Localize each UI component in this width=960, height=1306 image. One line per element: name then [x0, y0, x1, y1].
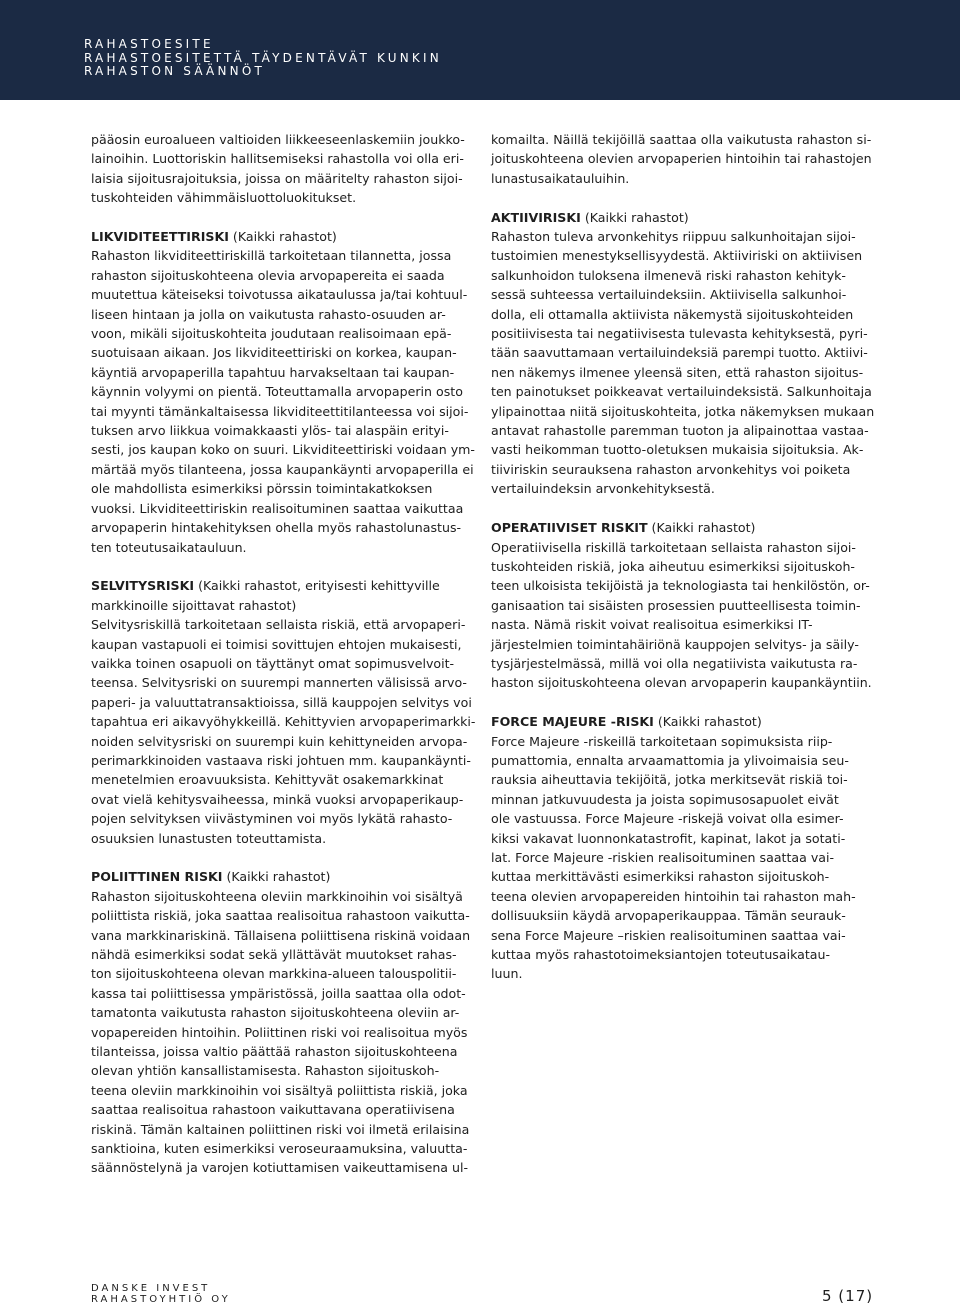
section-operational-body: Operatiivisella riskillä tarkoitetaan sellaista rahaston sijoi- tuskohteiden riskiä, joka aiheutuu esimerkiksi sijoituskoh- teen ulkoisista tekijöistä ja teknologiasta tai henkilöstön, or- ganisaation tai sisäisten prosessien puutteellisesta toimin- nasta. Nämä riskit voivat realisoitua esimerkiksi IT- järjestelmien toimintahäiriönä kauppojen selvitys- ja säily- tysjärjestelmässä, millä voi olla negatiivista vaikutusta ra- haston sijoituskohteena olevan arvopaperin kaupankäyntiin.: [491, 539, 872, 691]
section-operational-scope: (Kaikki rahastot): [647, 520, 756, 536]
section-force-majeure-title: FORCE MAJEURE -RISKI: [491, 714, 654, 730]
section-operational-heading: [491, 518, 871, 537]
section-liquidity-heading: [91, 227, 471, 246]
footer-brand: [91, 1283, 231, 1305]
section-force-majeure-scope: (Kaikki rahastot): [653, 714, 762, 730]
section-liquidity-scope: (Kaikki rahastot): [228, 229, 337, 245]
right-column: [491, 130, 875, 984]
section-force-majeure-body: Force Majeure -riskeillä tarkoitetaan sopimuksista riip- pumattomia, ennalta arvaamattomia ja ylivoimaisia seu- rauksia aiheuttavia tekijöitä, jotka merkitsevät riskiä toi- minnan jatkuvuudesta ja joista sopimusosapuolet eivät ole vastuussa. Force Majeure -riskejä voivat olla esimer- kiksi vakavat luonnonkatastrofit, kapinat, lakot ja sotati- lat. Force Majeure -riskien realisoituminen saattaa vai- kuttaa merkittävästi esimerkiksi rahaston sijoituskoh- teena olevien arvopapereiden hintoihin tai rahaston mah- dollisuuksiin käydä arvopaperikauppaa. Tämän seurauk- sena Force Majeure –riskien realisoituminen saattaa vai- kuttaa myös rahastotoimeksiantojen toteutusaikatau- luun.: [491, 733, 856, 982]
left-column: [91, 130, 476, 1178]
document-header: [0, 0, 960, 100]
section-active-risk-heading: [491, 208, 871, 227]
intro-paragraph-left: pääosin euroalueen valtioiden liikkeeseenlaskemiin joukko- lainoihin. Luottoriskin hallitsemiseksi rahastolla voi olla eri- laisia sijoitusrajoituksia, joissa on määritelty rahaston sijoi- tuskohteiden vähimmäisluottoluokitukset.: [91, 132, 465, 206]
section-settlement-scope: (Kaikki rahastot, erityisesti kehittyville markkinoille sijoittavat rahastot): [91, 578, 440, 613]
footer-brand-line-1: DANSKE INVEST: [91, 1283, 211, 1294]
section-political-scope: (Kaikki rahastot): [222, 869, 331, 885]
footer-brand-line-2: RAHASTOYHTIÖ OY: [91, 1294, 231, 1305]
section-operational-title: OPERATIIVISET RISKIT: [491, 520, 648, 536]
header-line-1: RAHASTOESITE: [84, 37, 214, 51]
section-settlement-body: Selvitysriskillä tarkoitetaan sellaista riskiä, että arvopaperi- kaupan vastapuoli ei toimisi sovittujen ehtojen mukaisesti, vaikka toinen osapuoli on täyttänyt omat sopimusvelvoit- teensa. Selvitysriski on suurempi mannerten välisissä arvo- paperi- ja valuuttatransaktioissa, sillä kauppojen selvitys voi tapahtua eri aikavyöhykkeillä. Kehittyvien arvopaperimarkki- noiden selvitysriski on suurempi kuin kehittyneiden arvopa- perimarkkinoiden vastaava riski johtuen mm. kaupankäynti- menetelmien eroavuuksista. Kehittyvät osakemarkkinat ovat vielä kehitysvaiheessa, minkä vuoksi arvopaperikaup- pojen selvityksen viivästyminen voi myös lykätä rahasto- osuuksien lunastusten toteuttamista.: [91, 617, 476, 846]
section-liquidity-body: Rahaston likviditeettiriskillä tarkoitetaan tilannetta, jossa rahaston sijoituskohteena olevia arvopapereita ei saada muutettua käteiseksi toivotussa aikataulussa ja/tai kohtuul- liseen hintaan ja jolla on vaikutusta rahasto-osuuden ar- voon, mikäli sijoituskohteita joudutaan realisoimaan epä- suotuisaan aikaan. Jos likviditeettiriski on korkea, kaupan- käyntiä arvopaperilla tapahtuu harvakseltaan tai kaupan- käynnin volyymi on pientä. Toteuttamalla arvopaperin osto tai myynti tämänkaltaisessa likviditeettitilanteessa voi sijoi- tuksen arvo liikkua voimakkaasti ylös- tai alaspäin erityi- sesti, jos kaupan koko on suuri. Likviditeettiriski voidaan ym- märtää myös tilanteena, jossa kaupankäynti arvopaperilla ei ole mahdollista esimerkiksi pörssin toimintakatkoksen vuoksi. Likviditeettiriskin realisoituminen saattaa vaikuttaa arvopaperin hintakehityksen ohella myös rahastolunastus- ten toteutusaikatauluun.: [91, 248, 475, 555]
header-line-2: RAHASTOESITETTÄ TÄYDENTÄVÄT KUNKIN: [84, 50, 442, 65]
section-settlement-heading: [91, 576, 471, 615]
header-line-3: RAHASTON SÄÄNNÖT: [84, 64, 265, 78]
section-active-risk-title: AKTIIVIRISKI: [491, 209, 581, 225]
intro-paragraph-right: komailta. Näillä tekijöillä saattaa olla vaikutusta rahaston si- joituskohteena olevien arvopaperien hintoihin tai rahastojen lunastusaikatauluihin.: [491, 132, 872, 186]
section-settlement-title: SELVITYSRISKI: [91, 578, 195, 594]
section-active-risk-body: Rahaston tuleva arvonkehitys riippuu salkunhoitajan sijoi- tustoimien menestyksellisyydestä. Aktiiviriski on aktiivisen salkunhoidon tuloksena ilmenevä riski rahaston kehityk- sessä suhteessa vertailuindeksiin. Aktiivisella salkunhoi- dolla, eli ottamalla aktiivista näkemystä sijoituskohteiden positiivisesta tai negatiivisesta tulevasta kehityksestä, pyri- tään saavuttamaan vertailuindeksiä parempi tuotto. Aktiivi- nen näkemys ilmenee yleensä siten, että rahaston sijoitus- ten painotukset poikkeavat vertailuindeksistä. Salkunhoitaja ylipainottaa niitä sijoituskohteita, jotka näkemyksen mukaan antavat rahastolle paremman tuoton ja alipainottaa vastaa- vasti heikomman tuotto-oletuksen mukaisia sijoituksia. Ak- tiiviriskin seurauksena rahaston arvonkehitys voi poiketa vertailuindeksin arvonkehityksestä.: [491, 229, 875, 497]
section-active-risk-scope: (Kaikki rahastot): [580, 209, 689, 225]
section-liquidity-title: LIKVIDITEETTIRISKI: [91, 229, 229, 245]
section-force-majeure-heading: [491, 712, 871, 731]
header-title: [84, 38, 442, 79]
section-political-body: Rahaston sijoituskohteena oleviin markkinoihin voi sisältyä poliittista riskiä, joka saattaa realisoitua rahastoon vaikutta- vana markkinariskinä. Tällaisena poliittisena riskinä voidaan nähdä esimerkiksi sodat sekä yllättävät muutokset rahas- ton sijoituskohteena olevan markkina-alueen talouspolitii- kassa tai poliittisessa ympäristössä, joilla saattaa olla odot- tamatonta vaikutusta rahaston sijoituskohteena oleviin ar- vopapereiden hintoihin. Poliittinen riski voi realisoitua myös tilanteissa, joissa valtio päättää rahaston sijoituskohteena olevan yhtiön kansallistamisesta. Rahaston sijoituskoh- teena oleviin markkinoihin voi sisältyä poliittista riskiä, joka saattaa realisoitua rahastoon vaikuttavana operatiivisena riskinä. Tämän kaltainen poliittinen riski voi ilmetä erilaisina sanktioina, kuten esimerkiksi veroseuraamuksina, valuutta- säännöstelynä ja varojen kotiuttamisen vaikeuttamisena ul-: [91, 888, 471, 1176]
section-political-heading: [91, 867, 471, 886]
page-number: 5 (17): [822, 1287, 874, 1305]
section-political-title: POLIITTINEN RISKI: [91, 869, 223, 885]
